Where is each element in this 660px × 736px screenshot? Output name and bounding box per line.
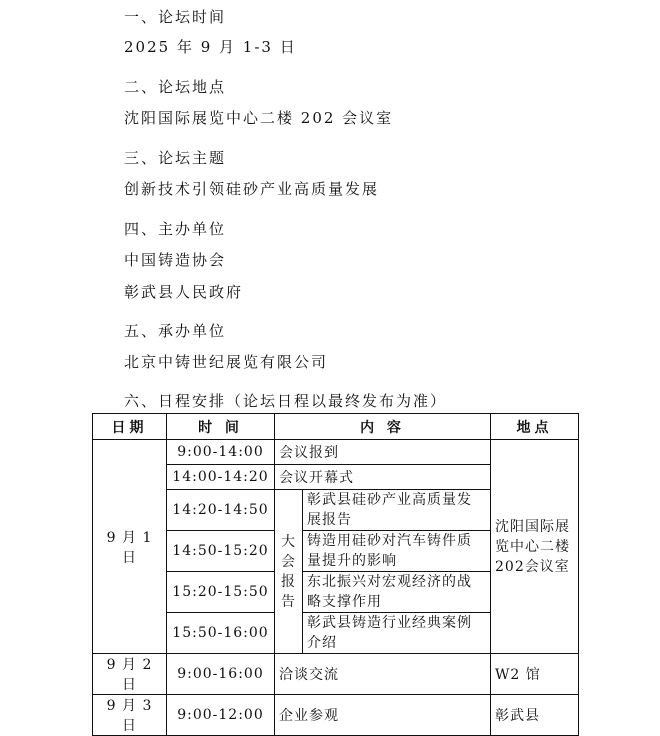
day3-date: 9 月 3 日	[93, 695, 167, 736]
section-heading-time: 一、论坛时间	[124, 8, 227, 26]
report-label-char: 会	[281, 553, 296, 570]
section-heading-venue: 二、论坛地点	[124, 78, 227, 96]
report-time: 14:50-15:20	[167, 531, 275, 572]
report-time: 15:20-15:50	[167, 572, 275, 613]
report-label-char: 大	[281, 533, 296, 550]
header-date: 日期	[93, 414, 167, 440]
report-time: 15:50-16:00	[167, 613, 275, 654]
report-title: 铸造用硅砂对汽车铸件质量提升的影响	[303, 531, 491, 572]
section-heading-organizer: 五、承办单位	[124, 322, 227, 340]
row-time: 9:00-14:00	[167, 440, 275, 465]
row-time: 14:00-14:20	[167, 465, 275, 490]
host-organizer-2: 彰武县人民政府	[124, 283, 244, 301]
day2-time: 9:00-16:00	[167, 654, 275, 695]
table-row	[93, 695, 579, 736]
report-label-char: 报	[281, 573, 296, 590]
report-title: 彰武县硅砂产业高质量发展报告	[303, 490, 491, 531]
day2-place: W2 馆	[491, 654, 579, 695]
host-organizer-1: 中国铸造协会	[124, 251, 227, 269]
header-content: 内 容	[275, 414, 491, 440]
day3-place: 彰武县	[491, 695, 579, 736]
forum-date: 2025 年 9 月 1-3 日	[124, 38, 297, 56]
table-row	[93, 440, 579, 465]
section-heading-theme: 三、论坛主题	[124, 149, 227, 167]
report-time: 14:20-14:50	[167, 490, 275, 531]
table-header-row	[93, 414, 579, 440]
row-content: 会议开幕式	[275, 465, 491, 490]
day2-content: 洽谈交流	[275, 654, 491, 695]
report-label-char: 告	[281, 593, 296, 610]
forum-theme: 创新技术引领硅砂产业高质量发展	[124, 180, 380, 198]
day3-time: 9:00-12:00	[167, 695, 275, 736]
table-row	[93, 654, 579, 695]
forum-venue: 沈阳国际展览中心二楼 202 会议室	[124, 109, 394, 127]
section-heading-host: 四、主办单位	[124, 220, 227, 238]
header-time: 时 间	[167, 414, 275, 440]
report-title: 彰武县铸造行业经典案例介绍	[303, 613, 491, 654]
day1-place: 沈阳国际展览中心二楼 202会议室	[491, 440, 579, 654]
schedule-table	[92, 413, 579, 736]
report-title: 东北振兴对宏观经济的战略支撑作用	[303, 572, 491, 613]
day1-date: 9 月 1 日	[93, 440, 167, 654]
day2-date: 9 月 2 日	[93, 654, 167, 695]
row-content: 会议报到	[275, 440, 491, 465]
header-place: 地点	[491, 414, 579, 440]
co-organizer: 北京中铸世纪展览有限公司	[124, 353, 329, 371]
section-heading-schedule: 六、日程安排（论坛日程以最终发布为准）	[124, 392, 448, 410]
day3-content: 企业参观	[275, 695, 491, 736]
report-session-label	[275, 490, 303, 654]
